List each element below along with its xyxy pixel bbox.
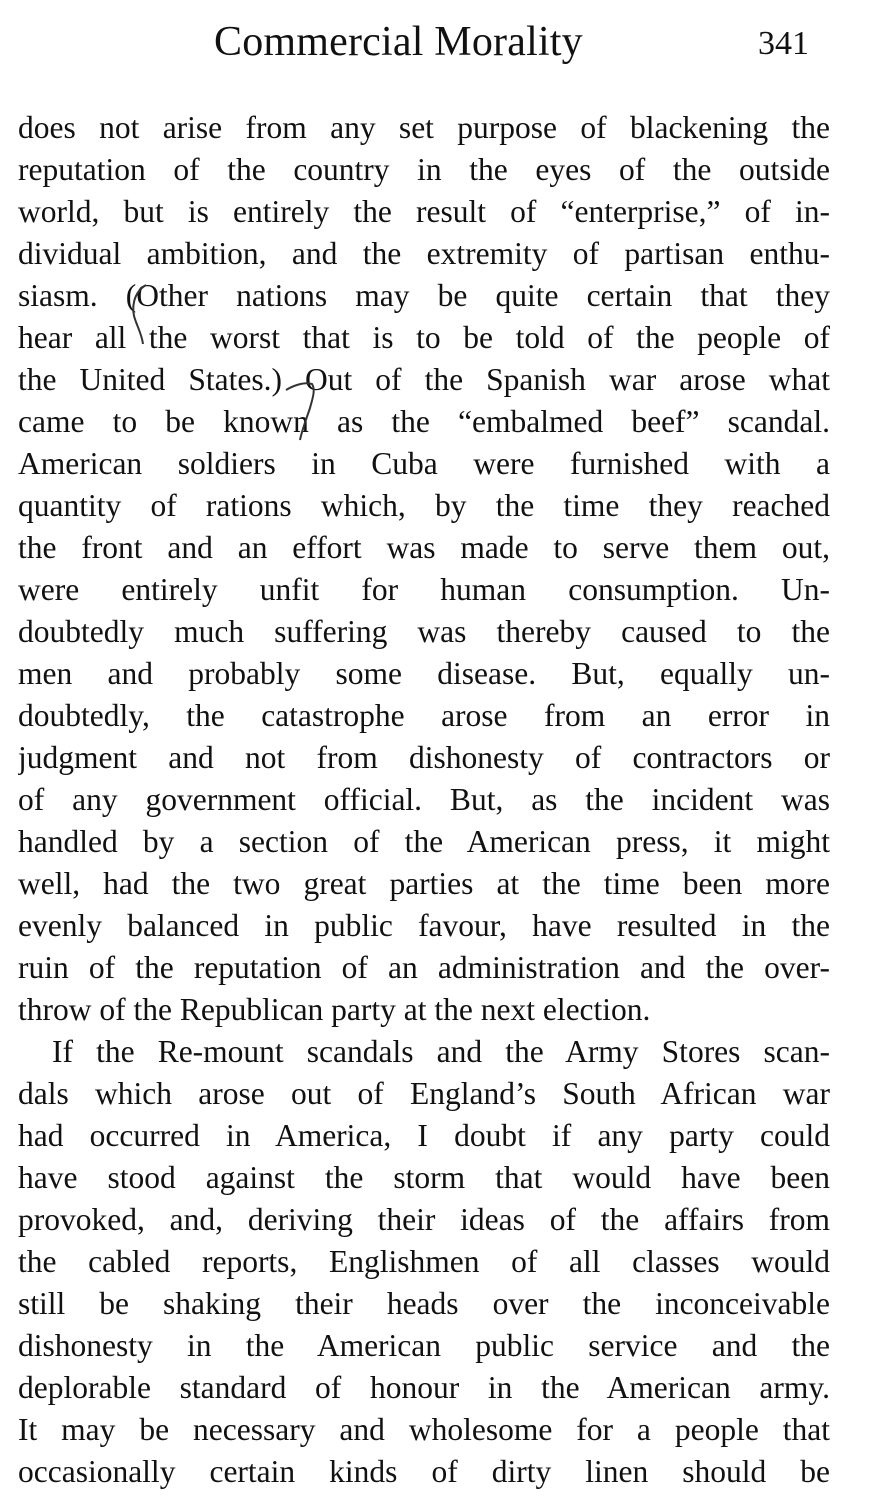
text-line: the United States.) Out of the Spanish war arose what [18,362,830,397]
text-line: doubtedly, the catastrophe arose from an error in [18,698,830,733]
text-line: of any government official. But, as the incident was [18,782,830,817]
text-line: It may be necessary and wholesome for a people that [18,1412,830,1447]
text-line: deplorable standard of honour in the American army. [18,1370,830,1405]
text-line: reputation of the country in the eyes of the outside [18,152,830,187]
text-line: quantity of rations which, by the time they reached [18,488,830,523]
text-line: American soldiers in Cuba were furnished with a [18,446,830,481]
text-line: handled by a section of the American press, it might [18,824,830,859]
text-line: throw of the Republican party at the next election. [18,992,651,1027]
paragraph-2 [18,1031,830,1493]
text-line: world, but is entirely the result of “enterprise,” of in- [18,194,830,229]
text-line: ruin of the reputation of an administration and the over- [18,950,830,985]
page-number: 341 [758,25,809,62]
text-line: were entirely unfit for human consumption. Un- [18,572,830,607]
text-line: men and probably some disease. But, equally un- [18,656,830,691]
text-line: hear all the worst that is to be told of the people of [18,320,830,355]
text-line: evenly balanced in public favour, have resulted in the [18,908,830,943]
text-line: dividual ambition, and the extremity of partisan enthu- [18,236,830,271]
text-line: well, had the two great parties at the time been more [18,866,830,901]
text-line: came to be known as the “embalmed beef” scandal. [18,404,830,439]
running-title: Commercial Morality [214,19,583,65]
text-line: provoked, and, deriving their ideas of the affairs from [18,1202,830,1237]
body-text [18,107,830,1493]
text-line: the front and an effort was made to serve them out, [18,530,830,565]
text-line: the cabled reports, Englishmen of all classes would [18,1244,830,1279]
text-line: siasm. (Other nations may be quite certain that they [18,278,830,313]
text-line: had occurred in America, I doubt if any party could [18,1118,830,1153]
page-header [0,14,881,70]
paragraph-1 [18,107,830,1031]
text-line: doubtedly much suffering was thereby caused to the [18,614,830,649]
text-line: occasionally certain kinds of dirty linen should be [18,1454,830,1489]
text-line: does not arise from any set purpose of blackening the [18,110,830,145]
text-line: If the Re-mount scandals and the Army Stores scan- [52,1034,830,1069]
text-line: judgment and not from dishonesty of contractors or [18,740,830,775]
text-line: dals which arose out of England’s South African war [18,1076,830,1111]
text-line: have stood against the storm that would have been [18,1160,830,1195]
text-line: still be shaking their heads over the inconceivable [18,1286,830,1321]
text-line: dishonesty in the American public service and the [18,1328,830,1363]
